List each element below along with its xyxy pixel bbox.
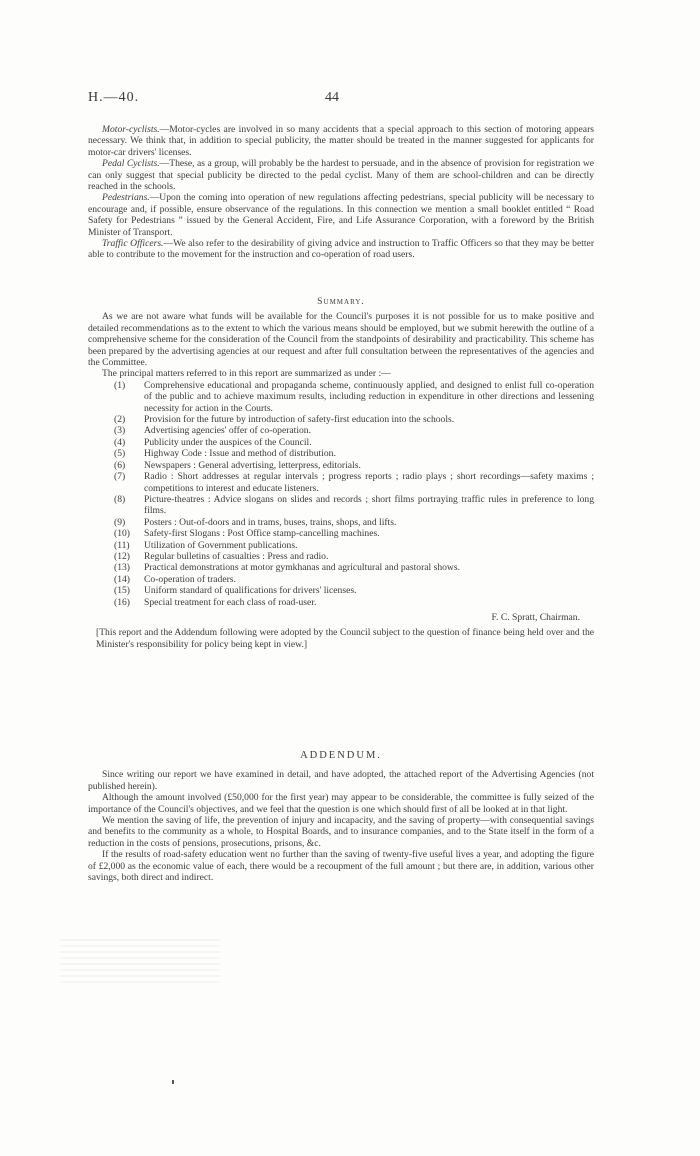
- summary-list-item: [88, 471, 594, 494]
- summary-item-number: (14): [114, 573, 130, 585]
- summary-item-number: (2): [114, 414, 126, 426]
- motor-cyclists-text: —Motor-cycles are involved in so many accidents that a special approach to this section of motoring appears necessary. We think that, in addition to special publicity, the matter should be treated in the manner suggested for applicants for motor-car drivers' licenses.: [88, 124, 594, 158]
- traffic-officers-text: —We also refer to the desirability of giving advice and instruction to Traffic Officers so that they may be better able to contribute to the movement for the instruction and co-operation of road users.: [88, 238, 595, 261]
- summary-list-item: [88, 448, 594, 459]
- summary-item-number: (13): [114, 562, 130, 574]
- summary-list-item: [88, 597, 594, 608]
- summary-list-item: [88, 425, 594, 436]
- summary-list-item: [88, 414, 594, 425]
- summary-list-item: [88, 540, 594, 551]
- summary-item-text: Publicity under the auspices of the Council.: [144, 436, 312, 448]
- document-reference: H.—40.: [88, 90, 140, 105]
- summary-list-item: [88, 517, 594, 528]
- pedal-cyclists-text: —These, as a group, will probably be the hardest to persuade, and in the absence of provision for registration we can only suggest that special publicity be directed to the pedal cyclist. Many of them are school-children and can be directly reached in the schools.: [88, 158, 595, 193]
- summary-item-number: (8): [114, 493, 126, 505]
- summary-item-text: Picture-theatres : Advice slogans on slides and records ; short films portraying traffic rules in preference to long films.: [144, 493, 594, 517]
- summary-item-text: Radio : Short addresses at regular intervals ; progress reports ; radio plays ; short recordings—safety maxims ; competitions to interest and educate listeners.: [144, 471, 594, 494]
- addendum-heading: ADDENDUM.: [300, 750, 382, 761]
- summary-item-text: Comprehensive educational and propaganda scheme, continuously applied, and designed to enlist full co-operation of the public and to achieve maximum results, including reduction in expenditure in other directions and lessening necessity for action in the Courts.: [144, 379, 594, 414]
- summary-list-item: [88, 528, 594, 539]
- chairman-signature: F. C. Spratt, Chairman.: [491, 611, 580, 623]
- summary-item-text: Posters : Out-of-doors and in trams, buses, trains, shops, and lifts.: [144, 516, 397, 528]
- summary-list: [88, 380, 594, 608]
- adoption-note: [This report and the Addendum following were adopted by the Council subject to the question of finance being held over and the Minister's responsibility for policy being kept in view.]: [96, 627, 594, 650]
- summary-section: [88, 296, 594, 650]
- page-number: 44: [325, 90, 339, 105]
- intro-section: [88, 124, 594, 261]
- summary-list-item: [88, 380, 594, 414]
- motor-cyclists-heading: Motor-cyclists.: [102, 124, 160, 135]
- summary-paragraph-2: The principal matters referred to in this report are summarized as under :—: [102, 368, 391, 380]
- summary-item-number: (12): [114, 550, 130, 562]
- summary-list-item: [88, 551, 594, 562]
- print-mark: [172, 1080, 174, 1084]
- summary-item-number: (5): [114, 448, 126, 460]
- pedestrians-heading: Pedestrians.: [102, 192, 150, 204]
- summary-item-text: Newspapers : General advertising, letterpress, editorials.: [144, 459, 361, 471]
- traffic-officers-heading: Traffic Officers.: [102, 238, 164, 250]
- summary-item-number: (9): [114, 516, 126, 528]
- addendum-paragraph: Although the amount involved (£50,000 for the first year) may appear to be considerable, the committee is fully seized of the importance of the Council's objectives, and we feel that the question is one which should first of all be looked at in that light.: [88, 792, 594, 815]
- summary-item-text: Special treatment for each class of road-user.: [144, 596, 317, 608]
- summary-item-number: (6): [114, 459, 126, 471]
- pedestrians-paragraph: [88, 192, 594, 238]
- summary-list-item: [88, 574, 594, 585]
- summary-item-text: Provision for the future by introduction of safety-first education into the schools.: [144, 414, 455, 426]
- traffic-officers-paragraph: [88, 238, 594, 261]
- summary-list-item: [88, 437, 594, 448]
- summary-item-number: (3): [114, 425, 126, 437]
- pedal-cyclists-paragraph: [88, 158, 594, 192]
- summary-list-item: [88, 562, 594, 573]
- summary-list-item: [88, 585, 594, 596]
- pedestrians-text: —Upon the coming into operation of new regulations affecting pedestrians, special publicity will be necessary to encourage and, if possible, ensure observance of the regulations. In this connection we mention a small booklet entitled “ Road Safety for Pedestrians ” issued by the General Accident, Fire, and Life Assurance Corporation, with a foreword by the British Minister of Transport.: [88, 192, 594, 238]
- summary-item-text: Utilization of Government publications.: [144, 539, 298, 551]
- addendum-paragraph: If the results of road-safety education went no further than the saving of twenty-five useful lives a year, and adopting the figure of £2,000 as the economic value of each, there would be a recoupment of the full amount ; but there are, in addition, various other savings, both direct and indirect.: [88, 849, 594, 884]
- summary-item-text: Advertising agencies' offer of co-operation.: [144, 425, 311, 437]
- summary-item-number: (11): [114, 539, 130, 551]
- summary-heading: Summary.: [317, 296, 365, 307]
- summary-item-number: (16): [114, 596, 130, 608]
- summary-item-text: Highway Code : Issue and method of distribution.: [144, 448, 336, 460]
- faded-print-smudge: [60, 935, 220, 983]
- addendum-section: [88, 750, 594, 883]
- addendum-body: [88, 769, 594, 883]
- summary-paragraph-1: As we are not aware what funds will be available for the Council's purposes it is not possible for us to make positive and detailed recommendations as to the extent to which the various means should be employed, but we submit herewith the outline of a comprehensive scheme for the consideration of the Council from the standpoints of desirability and practicability. This scheme has been prepared by the advertising agencies at our request and after full consultation between the representatives of the agencies and the Committee.: [88, 311, 594, 369]
- summary-item-number: (7): [114, 471, 126, 483]
- summary-list-item: [88, 460, 594, 471]
- addendum-paragraph: Since writing our report we have examined in detail, and have adopted, the attached report of the Advertising Agencies (not published herein).: [88, 769, 594, 792]
- summary-list-item: [88, 494, 594, 517]
- pedal-cyclists-heading: Pedal Cyclists.: [102, 158, 160, 170]
- summary-item-text: Practical demonstrations at motor gymkhanas and agricultural and pastoral shows.: [144, 562, 460, 574]
- summary-item-text: Safety-first Slogans : Post Office stamp-cancelling machines.: [144, 528, 380, 540]
- summary-item-number: (10): [114, 528, 130, 540]
- summary-item-number: (15): [114, 585, 130, 597]
- summary-item-text: Co-operation of traders.: [144, 573, 236, 585]
- motor-cyclists-paragraph: [88, 124, 594, 158]
- addendum-paragraph: We mention the saving of life, the prevention of injury and incapacity, and the saving of property—with consequential savings and benefits to the community as a whole, to Hospital Boards, and to insurance companies, and to the State itself in the form of a reduction in the costs of pensions, prosecutions, prisons, &c.: [88, 815, 594, 849]
- summary-item-number: (4): [114, 436, 126, 448]
- summary-item-text: Uniform standard of qualifications for drivers' licenses.: [144, 585, 357, 597]
- summary-item-number: (1): [114, 379, 126, 391]
- summary-item-text: Regular bulletins of casualties : Press and radio.: [144, 550, 329, 562]
